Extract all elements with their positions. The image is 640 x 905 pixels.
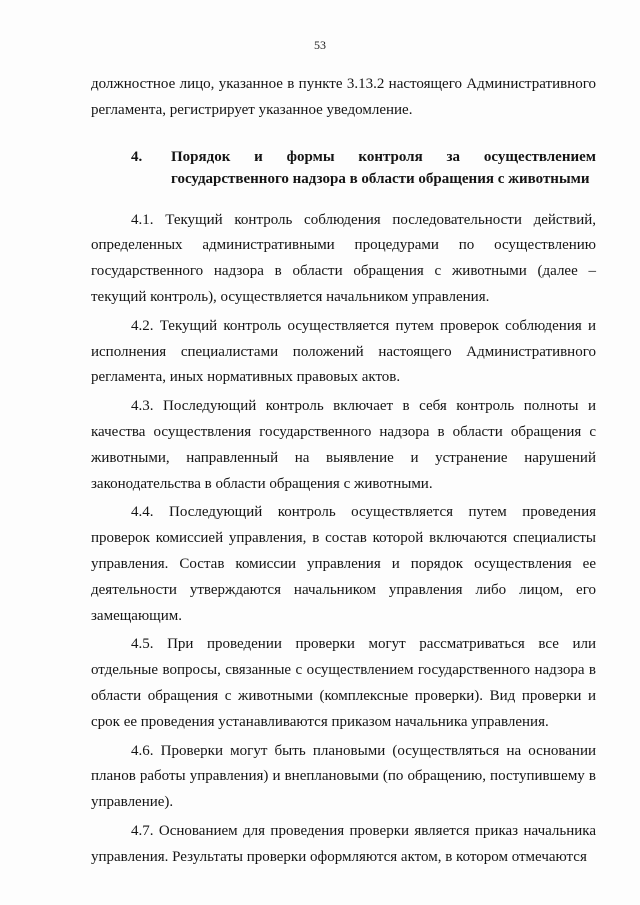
section-title-line1: Порядок и формы контроля за осуществлением xyxy=(171,148,596,165)
intro-paragraph: должностное лицо, указанное в пункте 3.13.2 настоящего Административного регламента, регистрирует указанное уведомление. xyxy=(91,76,596,118)
paragraph-4-2: 4.2. Текущий контроль осуществляется путем проверок соблюдения и исполнения специалистами положений настоящего Административного регламента, иных нормативных правовых актов. xyxy=(91,317,596,386)
section-title xyxy=(171,146,596,190)
section-heading xyxy=(91,146,596,190)
page-number: 53 xyxy=(314,38,326,52)
paragraph-4-6: 4.6. Проверки могут быть плановыми (осуществляться на основании планов работы управления) и внеплановыми (по обращению, поступившему в управление). xyxy=(91,742,596,811)
paragraph-4-1: 4.1. Текущий контроль соблюдения последовательности действий, определенных административными процедурами по осуществлению государственного надзора в области обращения с животными (далее – текущий контроль), осуществляется начальником управления. xyxy=(91,211,596,305)
section-title-line2: государственного надзора в области обращения с животными xyxy=(171,170,590,187)
paragraph-4-7: 4.7. Основанием для проведения проверки является приказ начальника управления. Результаты проверки оформляются актом, в котором отмечаются xyxy=(91,822,596,865)
paragraph-4-3: 4.3. Последующий контроль включает в себя контроль полноты и качества осуществления государственного надзора в области обращения с животными, направленный на выявление и устранение нарушений законодательства в области обращения с животными. xyxy=(91,398,596,492)
paragraph-4-4: 4.4. Последующий контроль осуществляется путем проведения проверок комиссией управления, в состав которой включаются специалисты управления. Состав комиссии управления и порядок осуществления ее деятельности утверждаются начальником управления либо лицом, его замещающим. xyxy=(91,504,596,624)
document-body xyxy=(91,72,596,871)
section-number: 4. xyxy=(131,148,143,165)
paragraph-4-5: 4.5. При проведении проверки могут рассматриваться все или отдельные вопросы, связанные с осуществлением государственного надзора в области обращения с животными (комплексные проверки). Вид проверки и срок ее проведения устанавливаются приказом начальника управления. xyxy=(91,636,596,730)
